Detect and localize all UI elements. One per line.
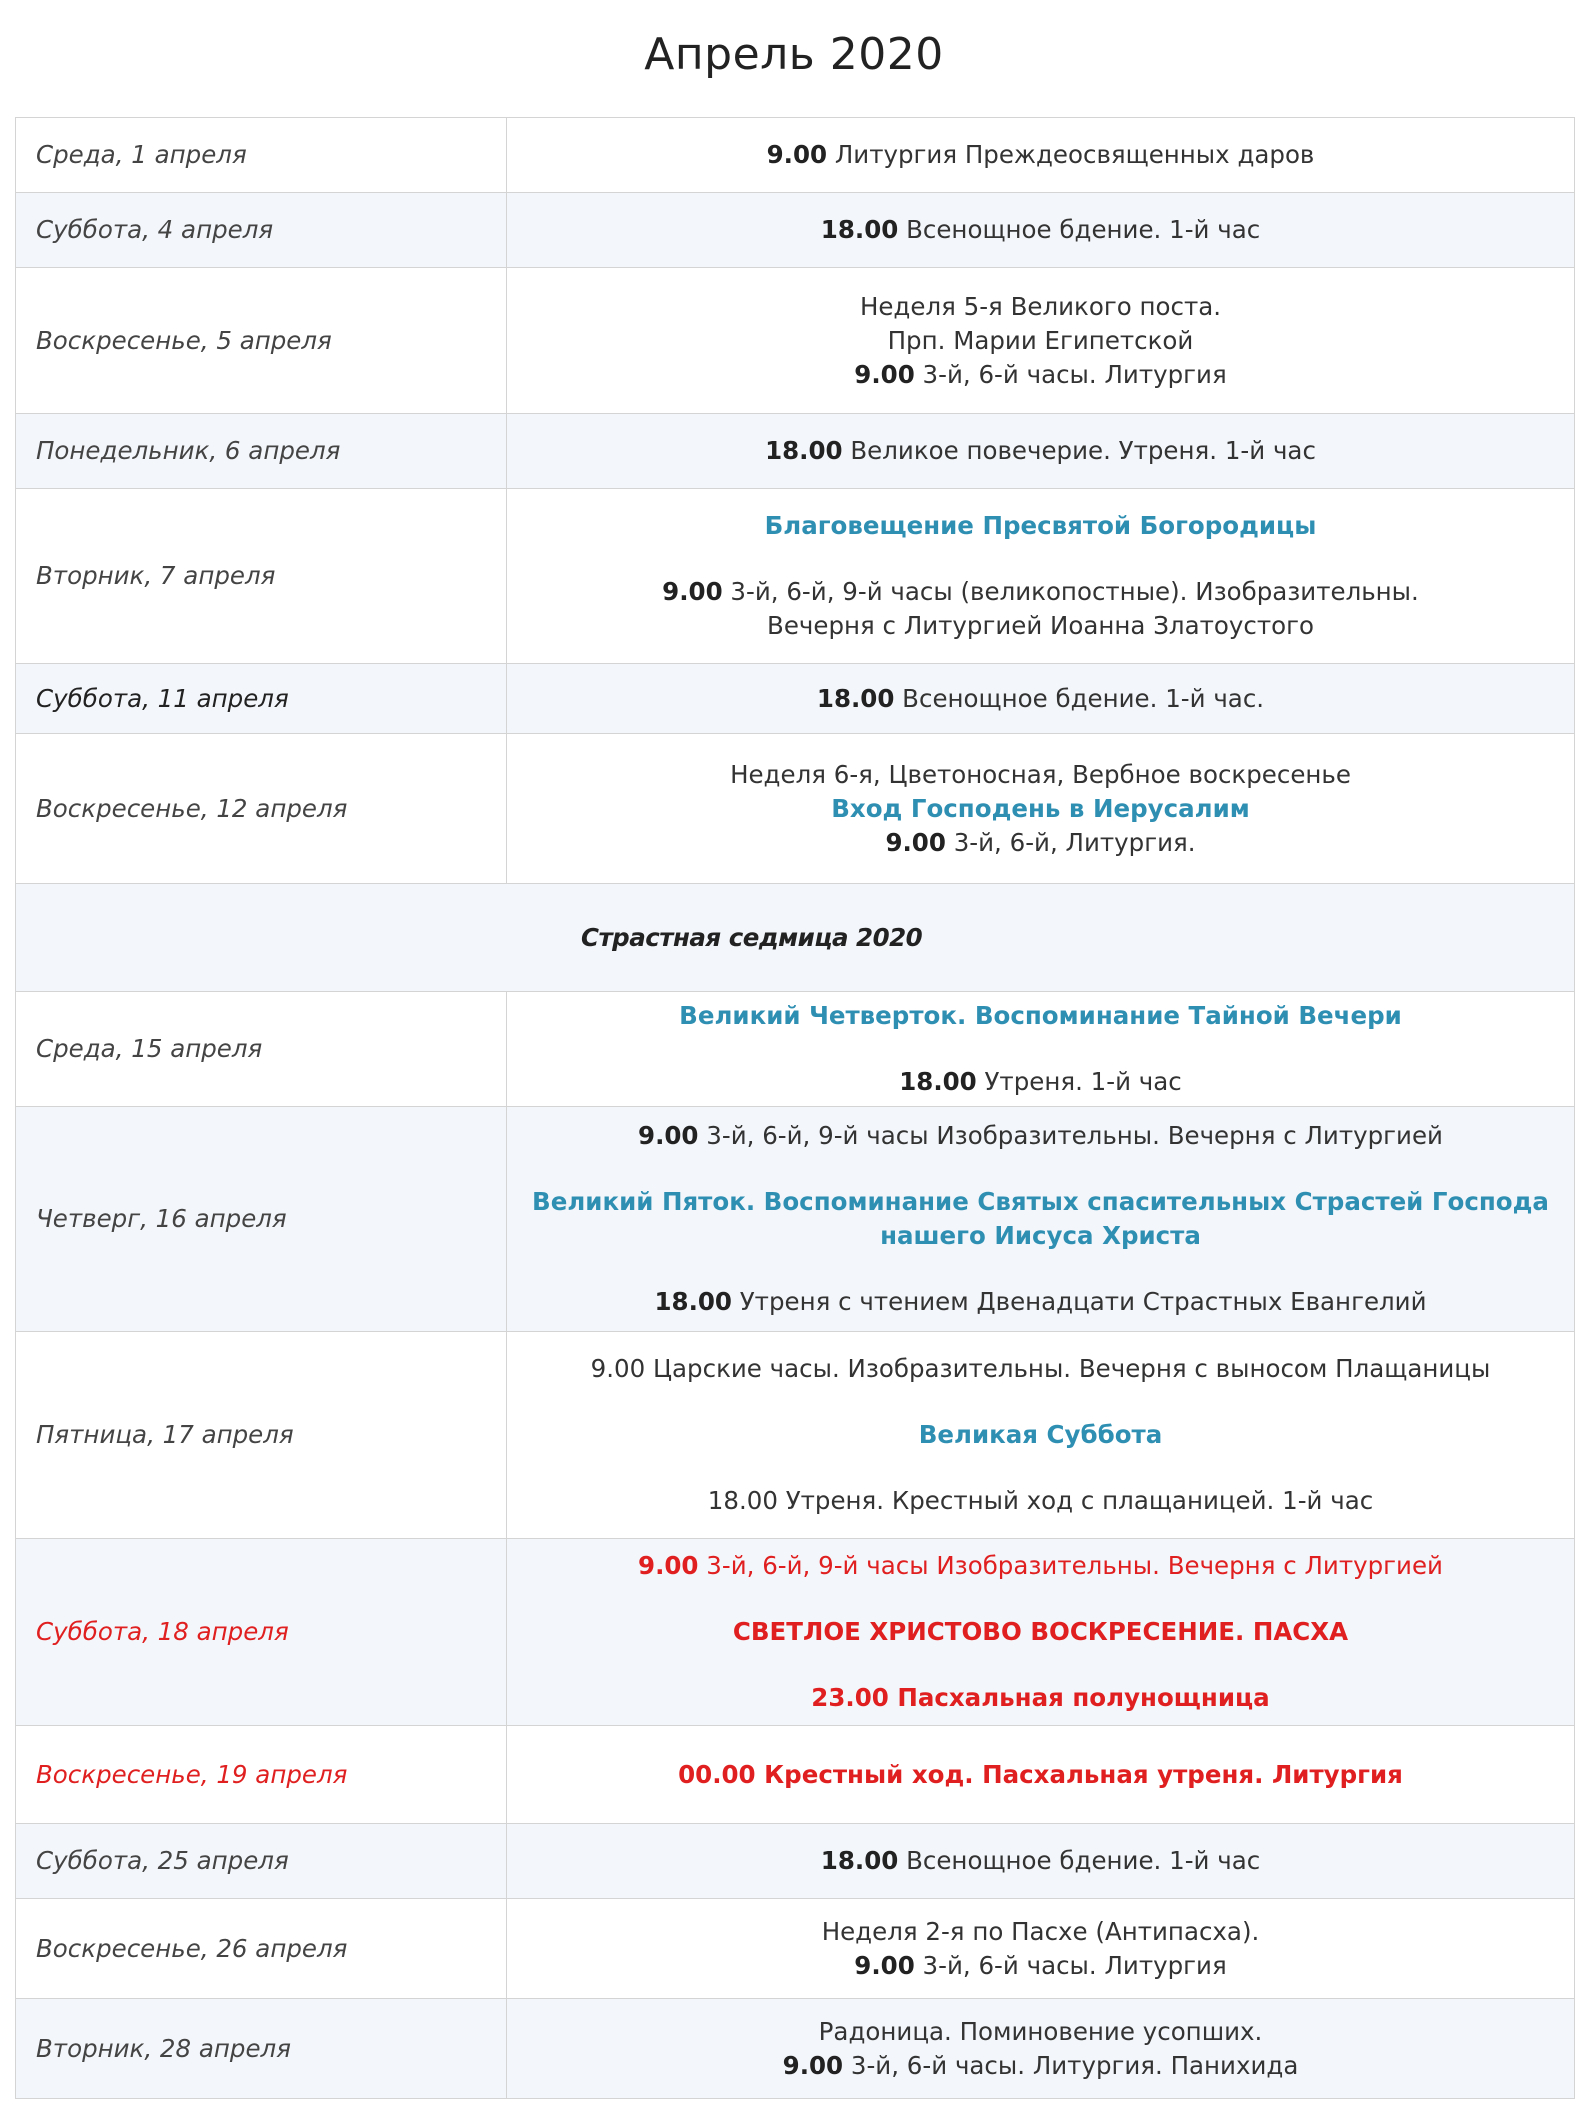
service-text: Прп. Марии Египетской: [887, 325, 1194, 355]
table-row: [16, 1899, 1575, 1999]
service-time: 18.00: [707, 1486, 778, 1515]
day-cell: Понедельник, 6 апреля: [16, 414, 507, 489]
section-title: Страстная седмица 2020: [16, 884, 1575, 992]
section-row: [16, 884, 1575, 992]
service-cell: [507, 734, 1575, 884]
day-cell: Пятница, 17 апреля: [16, 1332, 507, 1539]
service-text: Литургия Преждеосвященных даров: [827, 140, 1315, 169]
service-time: 9.00: [766, 140, 828, 169]
service-cell: [507, 1539, 1575, 1726]
service-text: Неделя 5-я Великого поста.: [859, 291, 1222, 321]
day-cell: Воскресенье, 19 апреля: [16, 1726, 507, 1824]
feast-title: Великая Суббота: [918, 1420, 1163, 1449]
service-cell: [507, 1107, 1575, 1332]
service-cell: [507, 1332, 1575, 1539]
service-text: Всенощное бдение. 1-й час: [898, 1846, 1261, 1875]
service-text: Утреня. 1-й час: [976, 1067, 1182, 1096]
service-text: Великое повечерие. Утреня. 1-й час: [842, 436, 1316, 465]
table-row: [16, 1539, 1575, 1726]
service-time: 18.00: [820, 215, 899, 244]
service-text: Неделя 6-я, Цветоносная, Вербное воскресенье: [730, 759, 1351, 789]
service-time: 9.00: [662, 577, 723, 606]
service-text: Утреня с чтением Двенадцати Страстных Евангелий: [731, 1287, 1427, 1316]
service-time: 18.00: [765, 436, 843, 465]
service-text: 3-й, 6-й, 9-й часы Изобразительны. Вечерня с Литургией: [698, 1121, 1443, 1150]
feast-title: Вход Господень в Иерусалим: [831, 793, 1250, 823]
table-row: [16, 1999, 1575, 2099]
feast-title: нашего Иисуса Христа: [880, 1221, 1201, 1250]
day-cell: Четверг, 16 апреля: [16, 1107, 507, 1332]
service-cell: [507, 193, 1575, 268]
service-cell: [507, 118, 1575, 193]
service-cell: [507, 992, 1575, 1107]
table-row: [16, 414, 1575, 489]
service-text: Царские часы. Изобразительны. Вечерня с выносом Плащаницы: [645, 1354, 1491, 1383]
table-row: [16, 992, 1575, 1107]
service-text: Вечерня с Литургией Иоанна Златоустого: [767, 611, 1314, 640]
service-time: 9.00: [854, 359, 915, 389]
day-cell: Суббота, 11 апреля: [16, 664, 507, 734]
service-cell: [507, 268, 1575, 414]
table-row: [16, 664, 1575, 734]
service-cell: [507, 414, 1575, 489]
feast-title: СВЕТЛОЕ ХРИСТОВО ВОСКРЕСЕНИЕ. ПАСХА: [732, 1617, 1349, 1646]
schedule-table: [15, 117, 1575, 2099]
service-text: 3-й, 6-й, 9-й часы (великопостные). Изобразительны.: [722, 577, 1419, 606]
service-time: 9.00: [590, 1354, 646, 1383]
feast-title: Великий Четверток. Воспоминание Тайной Вечери: [679, 1001, 1402, 1030]
service-cell: [507, 1824, 1575, 1899]
table-row: [16, 268, 1575, 414]
service-time: 9.00: [854, 1950, 915, 1980]
page-title: Апрель 2020: [644, 29, 944, 80]
feast-title: Благовещение Пресвятой Богородицы: [764, 511, 1317, 540]
table-row: [16, 734, 1575, 884]
service-cell: 00.00 Крестный ход. Пасхальная утреня. Литургия: [507, 1726, 1575, 1824]
service-time: 18.00: [820, 1846, 899, 1875]
table-row: [16, 118, 1575, 193]
service-text: 3-й, 6-й часы. Литургия: [914, 1950, 1227, 1980]
service-cell: [507, 1899, 1575, 1999]
table-row: [16, 1107, 1575, 1332]
day-cell: Суббота, 25 апреля: [16, 1824, 507, 1899]
day-cell: Среда, 15 апреля: [16, 992, 507, 1107]
service-text: 3-й, 6-й часы. Литургия. Панихида: [843, 2050, 1299, 2080]
service-time: 9.00: [638, 1121, 699, 1150]
table-row: [16, 1726, 1575, 1824]
day-cell: Воскресенье, 5 апреля: [16, 268, 507, 414]
service-text: Всенощное бдение. 1-й час.: [894, 683, 1265, 713]
service-time: 18.00: [816, 683, 895, 713]
table-row: [16, 1824, 1575, 1899]
table-row: [16, 193, 1575, 268]
service-time: 9.00: [638, 1551, 699, 1580]
service-text: 3-й, 6-й, 9-й часы Изобразительны. Вечерня с Литургией: [698, 1551, 1443, 1580]
day-cell: Среда, 1 апреля: [16, 118, 507, 193]
service-cell: [507, 489, 1575, 664]
day-cell: Воскресенье, 26 апреля: [16, 1899, 507, 1999]
service-time: 9.00: [782, 2050, 844, 2080]
day-cell: Вторник, 7 апреля: [16, 489, 507, 664]
service-text: Радоница. Поминовение усопших.: [818, 2016, 1263, 2046]
service-time: 9.00: [885, 827, 946, 857]
day-cell: Вторник, 28 апреля: [16, 1999, 507, 2099]
service-time: 18.00: [899, 1067, 977, 1096]
service-text: 3-й, 6-й, Литургия.: [945, 827, 1196, 857]
service-cell: [507, 1999, 1575, 2099]
day-cell: Суббота, 18 апреля: [16, 1539, 507, 1726]
day-cell: Суббота, 4 апреля: [16, 193, 507, 268]
service-text: 3-й, 6-й часы. Литургия: [914, 359, 1227, 389]
table-row: [16, 1332, 1575, 1539]
service-time: 18.00: [654, 1287, 732, 1316]
service-text: Всенощное бдение. 1-й час: [898, 215, 1261, 244]
table-row: [16, 489, 1575, 664]
feast-title: Великий Пяток. Воспоминание Святых спасительных Страстей Господа: [532, 1187, 1549, 1216]
service-text: 23.00 Пасхальная полунощница: [811, 1683, 1270, 1712]
service-cell: [507, 664, 1575, 734]
service-text: Утреня. Крестный ход с плащаницей. 1-й час: [777, 1486, 1374, 1515]
service-text: Неделя 2-я по Пасхе (Антипасха).: [821, 1916, 1260, 1946]
day-cell: Воскресенье, 12 апреля: [16, 734, 507, 884]
